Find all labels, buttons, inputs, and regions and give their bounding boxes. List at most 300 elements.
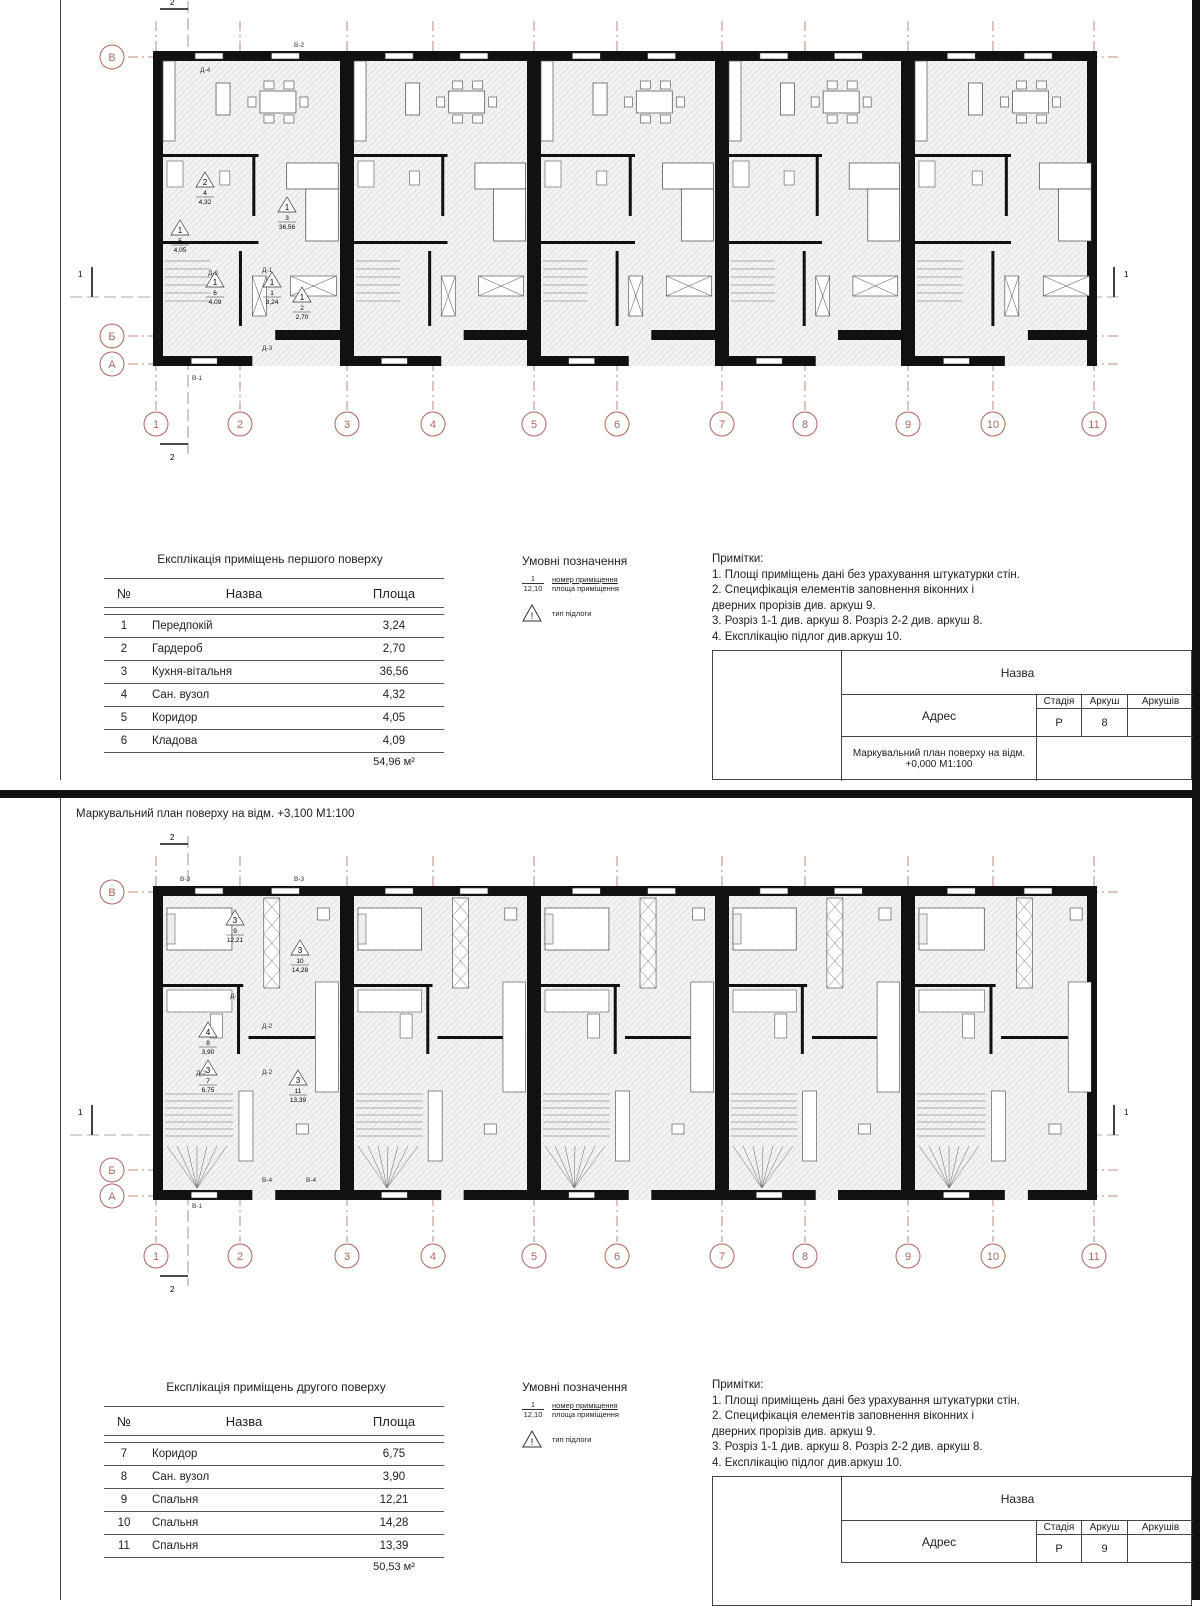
room-area: 3,24 (266, 299, 279, 306)
table-row (104, 615, 444, 638)
svg-text:!: ! (531, 1437, 534, 1447)
interior-wall (801, 984, 804, 1054)
sheet-heading: Маркувальний план поверху на відм. +3,100 М1:100 (76, 808, 354, 820)
desk-chair (505, 908, 517, 920)
sofa (849, 163, 899, 189)
note-line: 2. Специфікація елементів заповнення віконних і (712, 1409, 1020, 1425)
row-name: Кухня-вітальня (144, 661, 344, 684)
sofa (681, 189, 713, 241)
interior-wall (163, 154, 259, 157)
legend-label-top: номер приміщення (552, 1401, 618, 1410)
legend-num-bottom: 12,10 (522, 584, 544, 593)
interior-wall (989, 984, 992, 1054)
row-area: 3,90 (344, 1466, 444, 1489)
row-name: Коридор (144, 707, 344, 730)
interior-wall (729, 154, 822, 157)
wall-top (719, 51, 905, 61)
wall-top (153, 51, 344, 61)
axis-number: 4 (430, 419, 436, 431)
sheet-ground-floor (0, 0, 1200, 790)
page-separator (0, 790, 1200, 798)
chair (640, 115, 650, 123)
desk-chair (296, 1124, 308, 1134)
axis-number: 8 (802, 419, 808, 431)
window (460, 53, 488, 59)
legend-floor-type (522, 1430, 591, 1448)
window (943, 358, 969, 364)
legend-room-marker (522, 574, 642, 593)
row-name: Спальня (144, 1489, 344, 1512)
window (191, 1192, 217, 1198)
interior-wall (803, 251, 806, 326)
window (760, 888, 788, 894)
window-tag: В-1 (192, 375, 203, 382)
closet (616, 1091, 630, 1161)
note-line: 3. Розріз 1-1 див. аркуш 8. Розріз 2-2 див. аркуш 8. (712, 614, 1020, 630)
title-block (712, 1476, 1192, 1606)
room-number: 2 (300, 305, 304, 312)
window (834, 53, 862, 59)
window-tag: В-3 (294, 876, 305, 883)
table-row (104, 1512, 444, 1535)
dining-table (449, 91, 485, 113)
axis-number: 8 (802, 1251, 808, 1263)
axis-number: 1 (153, 419, 159, 431)
notes-title: Примітки: (712, 1378, 1020, 1394)
door-tag: Д-2 (262, 1069, 273, 1076)
row-area: 6,75 (344, 1443, 444, 1466)
wall-left (153, 51, 163, 366)
bathtub (358, 990, 422, 1012)
chair (284, 81, 294, 89)
desk-chair (693, 908, 705, 920)
kitchen-counter (729, 61, 741, 141)
kitchen-island (780, 83, 794, 115)
legend-num-top: 1 (522, 574, 544, 584)
note-line: 3. Розріз 1-1 див. аркуш 8. Розріз 2-2 див. аркуш 8. (712, 1440, 1020, 1456)
window (943, 1192, 969, 1198)
window (381, 1192, 407, 1198)
interior-wall (541, 984, 620, 987)
chair (1053, 97, 1061, 107)
room-area: 14,28 (292, 967, 309, 974)
stamp-stage: Р (1036, 709, 1081, 737)
wardrobe (1068, 982, 1091, 1092)
row-name: Сан. вузол (144, 684, 344, 707)
axis-letter: Б (108, 1165, 115, 1177)
floor-type-number: 1 (213, 278, 218, 287)
row-area: 12,21 (344, 1489, 444, 1512)
row-name: Сан. вузол (144, 1466, 344, 1489)
chair (453, 81, 463, 89)
floor-type-number: 1 (285, 203, 290, 212)
window (834, 888, 862, 894)
axis-number: 10 (987, 419, 999, 431)
room-number: 10 (296, 958, 304, 965)
door-tag: Д-1 (262, 267, 273, 274)
interior-wall (1005, 154, 1008, 216)
chair (473, 115, 483, 123)
interior-wall (616, 251, 619, 326)
window (648, 888, 676, 894)
dining-table (1013, 91, 1049, 113)
axis-number: 9 (905, 419, 911, 431)
wall-left (905, 886, 915, 1200)
wall-bottom-right (838, 1190, 905, 1200)
row-name: Спальня (144, 1512, 344, 1535)
sheet-second-floor (0, 798, 1200, 1600)
window (271, 888, 299, 894)
desk-chair (317, 908, 329, 920)
row-number: 1 (104, 615, 144, 638)
axis-number: 7 (719, 1251, 725, 1263)
window (385, 888, 413, 894)
window (381, 358, 407, 364)
wall-left (531, 51, 541, 366)
stamp-sheet: 9 (1081, 1535, 1127, 1563)
stamp-drawing-title: Маркувальний план поверху на відм. +0,000 М1:100 (841, 737, 1036, 781)
stamp-name: Назва (841, 1477, 1193, 1521)
floor-type-number: 2 (203, 178, 208, 187)
wardrobe (691, 982, 714, 1092)
chair (847, 81, 857, 89)
wall-bottom-right (1028, 330, 1097, 340)
wardrobe (315, 982, 338, 1092)
section-label-left: 1 (78, 1108, 83, 1117)
chair (827, 81, 837, 89)
axis-number: 10 (987, 1251, 999, 1263)
row-number: 6 (104, 730, 144, 753)
sink (963, 1014, 975, 1038)
room-area: 6,75 (202, 1087, 215, 1094)
row-number: 7 (104, 1443, 144, 1466)
bed (733, 908, 796, 950)
section-label-right: 1 (1124, 270, 1129, 279)
interior-wall (354, 241, 448, 244)
axis-number: 11 (1088, 419, 1099, 431)
row-number: 2 (104, 638, 144, 661)
row-area: 2,70 (344, 638, 444, 661)
room-number: 8 (206, 1040, 210, 1047)
bath-fixture (545, 161, 561, 187)
window (756, 1192, 782, 1198)
legend-label-bottom: площа приміщення (552, 584, 619, 593)
interior-wall (354, 154, 448, 157)
stamp-sheets-header: Аркушів (1127, 695, 1193, 709)
row-area: 4,32 (344, 684, 444, 707)
row-area: 4,09 (344, 730, 444, 753)
table-row (104, 1535, 444, 1558)
table-row (104, 730, 444, 753)
section-label-bottom: 2 (170, 453, 175, 462)
chair (660, 81, 670, 89)
wall-bottom-right (275, 330, 344, 340)
title-block (712, 650, 1192, 780)
toilet (784, 171, 794, 185)
note-line: 4. Експлікацію підлог див.аркуш 10. (712, 1456, 1020, 1472)
kitchen-counter (541, 61, 553, 141)
stamp-sheet-header: Аркуш (1081, 1521, 1127, 1535)
toilet (972, 171, 982, 185)
axis-number: 2 (237, 419, 243, 431)
closet (239, 1091, 253, 1161)
bath-fixture (919, 161, 935, 187)
axis-letter: В (108, 887, 115, 899)
chair (489, 97, 497, 107)
bed (167, 908, 232, 950)
window (385, 53, 413, 59)
floor-type-number: 1 (300, 293, 305, 302)
room-area: 2,70 (296, 314, 309, 321)
window (648, 53, 676, 59)
wall-bottom-right (651, 330, 719, 340)
door-tag: Д-2 (230, 993, 241, 1000)
total-area: 50,53 м² (344, 1558, 444, 1577)
stamp-address: Адрес (841, 695, 1036, 737)
axis-number: 9 (905, 1251, 911, 1263)
wall-top (905, 886, 1097, 896)
window-tag: В-3 (180, 876, 191, 883)
wall-bottom-right (464, 330, 531, 340)
chair (284, 115, 294, 123)
room-number: 5 (178, 238, 182, 245)
wall-right (340, 51, 344, 366)
closet (991, 1091, 1005, 1161)
toilet (220, 171, 230, 185)
window (760, 53, 788, 59)
desk-chair (672, 1124, 684, 1134)
door-tag: Д-2 (262, 1023, 273, 1030)
bathtub (919, 990, 984, 1012)
axis-number: 7 (719, 419, 725, 431)
stamp-sheets (1127, 709, 1193, 737)
sofa (306, 189, 338, 241)
note-line: 4. Експлікацію підлог див.аркуш 10. (712, 630, 1020, 646)
row-name: Гардероб (144, 638, 344, 661)
row-number: 5 (104, 707, 144, 730)
axis-number: 4 (430, 1251, 436, 1263)
table-row (104, 1489, 444, 1512)
row-area: 36,56 (344, 661, 444, 684)
row-number: 8 (104, 1466, 144, 1489)
legend-num-bottom: 12,10 (522, 1410, 544, 1419)
row-area: 13,39 (344, 1535, 444, 1558)
chair (1017, 115, 1027, 123)
room-number: 4 (203, 190, 207, 197)
floor-type-icon (522, 1430, 542, 1448)
interior-wall (541, 241, 635, 244)
stamp-org (1036, 737, 1193, 781)
table-row (104, 1466, 444, 1489)
notes-block (712, 1378, 1020, 1471)
sink (775, 1014, 787, 1038)
chair (1001, 97, 1009, 107)
row-number: 9 (104, 1489, 144, 1512)
wall-top (719, 886, 905, 896)
row-number: 4 (104, 684, 144, 707)
legend-floor-type (522, 604, 591, 622)
wall-left (344, 886, 354, 1200)
toilet (597, 171, 607, 185)
kitchen-counter (915, 61, 927, 141)
section-label-top: 2 (170, 833, 175, 842)
pillow (733, 914, 741, 944)
row-name: Коридор (144, 1443, 344, 1466)
desk-chair (859, 1124, 871, 1134)
explication-title: Експлікація приміщень другого поверху (126, 1380, 426, 1394)
wall-left (344, 51, 354, 366)
pillow (545, 914, 553, 944)
stamp-sheet: 8 (1081, 709, 1127, 737)
note-line: дверних прорізів див. аркуш 9. (712, 1425, 1020, 1441)
dining-table (823, 91, 859, 113)
window (271, 53, 299, 59)
note-line: 1. Площі приміщень дані без урахування штукатурки стін. (712, 1394, 1020, 1410)
chair (1037, 115, 1047, 123)
wall-top (153, 886, 344, 896)
sofa (475, 163, 525, 189)
sofa (494, 189, 526, 241)
legend-type-label: тип підлоги (552, 609, 591, 618)
window (572, 888, 600, 894)
wall-right (901, 886, 905, 1200)
row-area: 14,28 (344, 1512, 444, 1535)
second-floor-plan (0, 798, 1192, 1278)
stamp-stage: Р (1036, 1535, 1081, 1563)
desk-chair (879, 908, 891, 920)
wall-left (531, 886, 541, 1200)
window-tag: В-2 (294, 42, 305, 49)
room-number: 1 (270, 290, 274, 297)
window (195, 53, 223, 59)
axis-number: 6 (614, 1251, 620, 1263)
kitchen-counter (354, 61, 366, 141)
wall-top (905, 51, 1097, 61)
bathtub (167, 990, 232, 1012)
wall-left (153, 886, 163, 1200)
legend-label-top: номер приміщення (552, 575, 618, 584)
column-header: Назва (144, 579, 344, 608)
pillow (358, 914, 366, 944)
table-row (104, 707, 444, 730)
explication-title: Експлікація приміщень першого поверху (120, 552, 420, 566)
svg-text:!: ! (531, 611, 534, 621)
interior-wall (729, 984, 807, 987)
interior-wall (426, 984, 429, 1054)
kitchen-counter (163, 61, 175, 141)
table-row (104, 684, 444, 707)
legend-title: Умовні позначення (522, 1380, 627, 1394)
window (947, 888, 975, 894)
wall-top (344, 886, 531, 896)
toilet (409, 171, 419, 185)
interior-wall (915, 984, 996, 987)
note-line: 2. Специфікація елементів заповнення віконних і (712, 583, 1020, 599)
chair (473, 81, 483, 89)
wall-top (344, 51, 531, 61)
interior-wall (163, 984, 243, 987)
column-header: № (104, 1407, 144, 1436)
window (195, 888, 223, 894)
window (756, 358, 782, 364)
kitchen-island (968, 83, 982, 115)
window (569, 358, 595, 364)
axis-number: 3 (344, 419, 350, 431)
row-area: 3,24 (344, 615, 444, 638)
door-tag: Д-3 (262, 345, 273, 352)
legend-room-marker (522, 1400, 642, 1419)
window-tag: В-1 (192, 1203, 203, 1210)
legend-num-top: 1 (522, 1400, 544, 1410)
window-tag: В-4 (262, 1177, 273, 1184)
wall-top (531, 51, 719, 61)
stamp-name: Назва (841, 651, 1193, 695)
wall-bottom-right (275, 1190, 344, 1200)
room-number: 3 (285, 215, 289, 222)
section-label-bottom: 2 (170, 1285, 175, 1294)
interior-wall (354, 984, 433, 987)
chair (624, 97, 632, 107)
axis-number: 5 (531, 419, 537, 431)
wall-right (715, 51, 719, 366)
bed (358, 908, 422, 950)
notes-title: Примітки: (712, 552, 1020, 568)
section-label-left: 1 (78, 270, 83, 279)
chair (264, 81, 274, 89)
floor-type-number: 3 (206, 1066, 211, 1075)
bath-fixture (167, 161, 183, 187)
sofa (663, 163, 714, 189)
floor-type-number: 4 (206, 1028, 211, 1037)
kitchen-island (593, 83, 607, 115)
window-tag: В-4 (306, 1177, 317, 1184)
room-area: 36,56 (279, 224, 296, 231)
chair (811, 97, 819, 107)
chair (453, 115, 463, 123)
wall-left (719, 51, 729, 366)
section-label-right: 1 (1124, 1108, 1129, 1117)
table-row (104, 1443, 444, 1466)
axis-number: 5 (531, 1251, 537, 1263)
wall-top (531, 886, 719, 896)
window (191, 358, 217, 364)
table-row (104, 638, 444, 661)
window (1024, 53, 1052, 59)
column-header: Площа (344, 579, 444, 608)
interior-wall (915, 241, 1011, 244)
sofa (287, 163, 339, 189)
wall-left (905, 51, 915, 366)
legend-label-bottom: площа приміщення (552, 1410, 619, 1419)
table-row (104, 661, 444, 684)
total-area: 54,96 м² (344, 753, 444, 772)
explication-table (104, 1406, 444, 1576)
floor-type-number: 1 (178, 226, 183, 235)
window (1024, 888, 1052, 894)
note-line: дверних прорізів див. аркуш 9. (712, 599, 1020, 615)
axis-letter: А (108, 359, 116, 371)
bath-fixture (733, 161, 749, 187)
axis-number: 1 (153, 1251, 159, 1263)
sink (587, 1014, 599, 1038)
section-label-top: 2 (170, 0, 175, 7)
room-number: 6 (213, 290, 217, 297)
dining-table (260, 91, 296, 113)
bath-fixture (358, 161, 374, 187)
chair (300, 97, 308, 107)
wall-right (527, 51, 531, 366)
stamp-stage-header: Стадія (1036, 1521, 1081, 1535)
